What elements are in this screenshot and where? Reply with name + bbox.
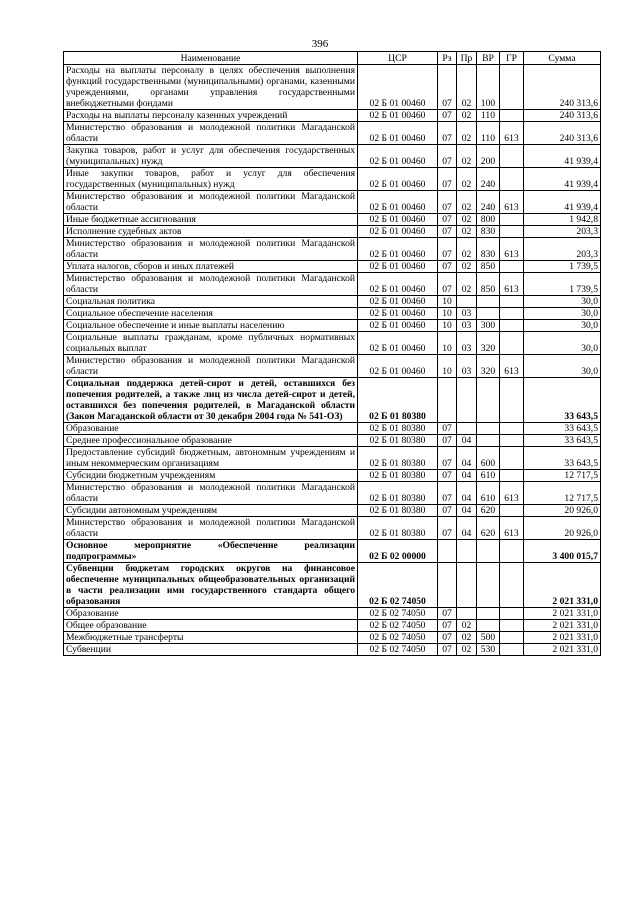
cell-gr: 613 bbox=[500, 273, 524, 296]
cell-sum: 240 313,6 bbox=[524, 65, 601, 110]
cell-sum: 33 643,5 bbox=[524, 435, 601, 447]
cell-name: Субвенции бюджетам городских округов на финансовое обеспечение муниципальных общеобразовательных организаций в части реализации ими государственного стандарта общего образования bbox=[64, 563, 358, 608]
cell-csr: 02 Б 01 00460 bbox=[358, 122, 438, 145]
table-header-row bbox=[64, 52, 601, 65]
cell-name: Исполнение судебных актов bbox=[64, 226, 358, 238]
cell-rz bbox=[438, 563, 457, 608]
cell-csr: 02 Б 01 00460 bbox=[358, 273, 438, 296]
cell-pr: 02 bbox=[457, 168, 477, 191]
cell-gr bbox=[500, 226, 524, 238]
table-row bbox=[64, 273, 601, 296]
cell-vr: 320 bbox=[477, 355, 500, 378]
cell-sum: 12 717,5 bbox=[524, 470, 601, 482]
cell-rz: 07 bbox=[438, 620, 457, 632]
cell-name: Министерство образования и молодежной политики Магаданской области bbox=[64, 517, 358, 540]
cell-csr: 02 Б 01 00460 bbox=[358, 145, 438, 168]
cell-rz: 07 bbox=[438, 122, 457, 145]
table-row bbox=[64, 168, 601, 191]
cell-sum: 12 717,5 bbox=[524, 482, 601, 505]
cell-csr: 02 Б 01 00460 bbox=[358, 261, 438, 273]
cell-pr bbox=[457, 378, 477, 423]
cell-gr bbox=[500, 110, 524, 122]
table-row bbox=[64, 632, 601, 644]
cell-pr: 02 bbox=[457, 110, 477, 122]
cell-rz: 07 bbox=[438, 482, 457, 505]
table-row bbox=[64, 332, 601, 355]
cell-csr: 02 Б 01 00460 bbox=[358, 308, 438, 320]
cell-sum: 3 400 015,7 bbox=[524, 540, 601, 563]
table-row bbox=[64, 517, 601, 540]
cell-vr bbox=[477, 423, 500, 435]
cell-pr: 03 bbox=[457, 320, 477, 332]
cell-csr: 02 Б 01 00460 bbox=[358, 355, 438, 378]
cell-sum: 2 021 331,0 bbox=[524, 644, 601, 656]
cell-vr: 240 bbox=[477, 168, 500, 191]
cell-vr: 610 bbox=[477, 470, 500, 482]
cell-sum: 1 739,5 bbox=[524, 261, 601, 273]
cell-pr: 04 bbox=[457, 470, 477, 482]
cell-rz: 07 bbox=[438, 65, 457, 110]
cell-csr: 02 Б 01 80380 bbox=[358, 423, 438, 435]
cell-gr bbox=[500, 505, 524, 517]
cell-vr: 800 bbox=[477, 214, 500, 226]
cell-csr: 02 Б 01 00460 bbox=[358, 320, 438, 332]
cell-gr bbox=[500, 296, 524, 308]
cell-pr: 04 bbox=[457, 505, 477, 517]
cell-vr: 850 bbox=[477, 273, 500, 296]
cell-rz: 07 bbox=[438, 191, 457, 214]
table-row bbox=[64, 482, 601, 505]
cell-pr: 04 bbox=[457, 482, 477, 505]
cell-name: Министерство образования и молодежной политики Магаданской области bbox=[64, 482, 358, 505]
table-row bbox=[64, 226, 601, 238]
cell-name: Среднее профессиональное образование bbox=[64, 435, 358, 447]
cell-pr bbox=[457, 423, 477, 435]
cell-sum: 30,0 bbox=[524, 355, 601, 378]
cell-pr bbox=[457, 608, 477, 620]
cell-rz: 07 bbox=[438, 168, 457, 191]
cell-sum: 2 021 331,0 bbox=[524, 620, 601, 632]
cell-name: Основное мероприятие «Обеспечение реализации подпрограммы» bbox=[64, 540, 358, 563]
cell-vr: 850 bbox=[477, 261, 500, 273]
cell-rz: 07 bbox=[438, 608, 457, 620]
table-row bbox=[64, 447, 601, 470]
cell-pr bbox=[457, 296, 477, 308]
cell-rz: 07 bbox=[438, 517, 457, 540]
cell-csr: 02 Б 01 00460 bbox=[358, 191, 438, 214]
cell-vr: 600 bbox=[477, 447, 500, 470]
cell-sum: 30,0 bbox=[524, 296, 601, 308]
cell-pr: 02 bbox=[457, 191, 477, 214]
cell-vr: 500 bbox=[477, 632, 500, 644]
cell-gr bbox=[500, 214, 524, 226]
cell-gr bbox=[500, 320, 524, 332]
cell-name: Субвенции bbox=[64, 644, 358, 656]
cell-csr: 02 Б 01 00460 bbox=[358, 168, 438, 191]
table-row bbox=[64, 608, 601, 620]
cell-name: Уплата налогов, сборов и иных платежей bbox=[64, 261, 358, 273]
cell-vr: 620 bbox=[477, 517, 500, 540]
cell-rz: 07 bbox=[438, 423, 457, 435]
cell-name: Субсидии автономным учреждениям bbox=[64, 505, 358, 517]
cell-name: Министерство образования и молодежной политики Магаданской области bbox=[64, 273, 358, 296]
budget-table bbox=[63, 51, 601, 656]
cell-name: Предоставление субсидий бюджетным, автономным учреждениям и иным некоммерческим организациям bbox=[64, 447, 358, 470]
cell-gr bbox=[500, 632, 524, 644]
cell-name: Расходы на выплаты персоналу в целях обеспечения выполнения функций государственными (муниципальными) органами, казенными учреждениями, органами управления государственными внебюджетными фондами bbox=[64, 65, 358, 110]
table-row bbox=[64, 355, 601, 378]
cell-pr: 04 bbox=[457, 447, 477, 470]
cell-sum: 33 643,5 bbox=[524, 447, 601, 470]
cell-sum: 203,3 bbox=[524, 238, 601, 261]
table-row bbox=[64, 505, 601, 517]
cell-rz: 07 bbox=[438, 632, 457, 644]
header-gr: ГР bbox=[500, 52, 524, 65]
cell-pr: 02 bbox=[457, 214, 477, 226]
cell-gr bbox=[500, 423, 524, 435]
cell-csr: 02 Б 01 00460 bbox=[358, 226, 438, 238]
table-row bbox=[64, 308, 601, 320]
cell-sum: 41 939,4 bbox=[524, 145, 601, 168]
cell-gr: 613 bbox=[500, 517, 524, 540]
cell-rz: 07 bbox=[438, 110, 457, 122]
table-row bbox=[64, 435, 601, 447]
cell-sum: 20 926,0 bbox=[524, 517, 601, 540]
cell-sum: 1 739,5 bbox=[524, 273, 601, 296]
cell-gr bbox=[500, 540, 524, 563]
cell-name: Межбюджетные трансферты bbox=[64, 632, 358, 644]
cell-vr bbox=[477, 378, 500, 423]
cell-rz: 10 bbox=[438, 308, 457, 320]
cell-pr: 02 bbox=[457, 145, 477, 168]
cell-sum: 2 021 331,0 bbox=[524, 563, 601, 608]
cell-sum: 1 942,8 bbox=[524, 214, 601, 226]
cell-pr: 02 bbox=[457, 122, 477, 145]
header-csr: ЦСР bbox=[358, 52, 438, 65]
cell-csr: 02 Б 02 74050 bbox=[358, 644, 438, 656]
cell-gr bbox=[500, 447, 524, 470]
cell-csr: 02 Б 02 74050 bbox=[358, 632, 438, 644]
cell-vr: 610 bbox=[477, 482, 500, 505]
cell-pr: 02 bbox=[457, 644, 477, 656]
table-row bbox=[64, 470, 601, 482]
cell-rz: 07 bbox=[438, 505, 457, 517]
cell-gr bbox=[500, 332, 524, 355]
cell-rz: 07 bbox=[438, 644, 457, 656]
cell-csr: 02 Б 02 74050 bbox=[358, 620, 438, 632]
cell-gr: 613 bbox=[500, 191, 524, 214]
cell-csr: 02 Б 01 80380 bbox=[358, 447, 438, 470]
table-row bbox=[64, 296, 601, 308]
table-row bbox=[64, 620, 601, 632]
cell-name: Социальные выплаты гражданам, кроме публичных нормативных социальных выплат bbox=[64, 332, 358, 355]
cell-csr: 02 Б 01 00460 bbox=[358, 238, 438, 261]
cell-vr bbox=[477, 540, 500, 563]
cell-rz: 07 bbox=[438, 214, 457, 226]
cell-name: Министерство образования и молодежной политики Магаданской области bbox=[64, 355, 358, 378]
page-number: 396 bbox=[311, 38, 329, 50]
cell-gr bbox=[500, 470, 524, 482]
cell-vr bbox=[477, 435, 500, 447]
table-row bbox=[64, 563, 601, 608]
cell-rz: 10 bbox=[438, 296, 457, 308]
cell-pr: 02 bbox=[457, 273, 477, 296]
cell-name: Субсидии бюджетным учреждениям bbox=[64, 470, 358, 482]
cell-gr: 613 bbox=[500, 238, 524, 261]
cell-pr: 04 bbox=[457, 517, 477, 540]
cell-sum: 30,0 bbox=[524, 308, 601, 320]
cell-name: Иные закупки товаров, работ и услуг для обеспечения государственных (муниципальных) нужд bbox=[64, 168, 358, 191]
cell-name: Общее образование bbox=[64, 620, 358, 632]
cell-vr: 240 bbox=[477, 191, 500, 214]
cell-pr: 02 bbox=[457, 261, 477, 273]
table-row bbox=[64, 191, 601, 214]
cell-name: Образование bbox=[64, 608, 358, 620]
cell-rz: 10 bbox=[438, 320, 457, 332]
cell-sum: 41 939,4 bbox=[524, 191, 601, 214]
cell-pr: 03 bbox=[457, 355, 477, 378]
cell-sum: 33 643,5 bbox=[524, 423, 601, 435]
cell-sum: 203,3 bbox=[524, 226, 601, 238]
cell-pr: 02 bbox=[457, 238, 477, 261]
cell-csr: 02 Б 01 00460 bbox=[358, 65, 438, 110]
cell-csr: 02 Б 01 00460 bbox=[358, 110, 438, 122]
cell-csr: 02 Б 01 00460 bbox=[358, 214, 438, 226]
cell-vr: 620 bbox=[477, 505, 500, 517]
cell-pr bbox=[457, 563, 477, 608]
table-row bbox=[64, 214, 601, 226]
table-row bbox=[64, 378, 601, 423]
cell-sum: 41 939,4 bbox=[524, 168, 601, 191]
cell-rz: 07 bbox=[438, 447, 457, 470]
cell-name: Социальное обеспечение и иные выплаты населению bbox=[64, 320, 358, 332]
table-row bbox=[64, 423, 601, 435]
cell-vr: 830 bbox=[477, 238, 500, 261]
cell-csr: 02 Б 01 80380 bbox=[358, 482, 438, 505]
cell-gr bbox=[500, 145, 524, 168]
cell-sum: 2 021 331,0 bbox=[524, 632, 601, 644]
table-row bbox=[64, 145, 601, 168]
cell-csr: 02 Б 01 80380 bbox=[358, 435, 438, 447]
cell-rz: 07 bbox=[438, 261, 457, 273]
cell-name: Закупка товаров, работ и услуг для обеспечения государственных (муниципальных) нужд bbox=[64, 145, 358, 168]
header-sum: Сумма bbox=[524, 52, 601, 65]
cell-csr: 02 Б 02 74050 bbox=[358, 608, 438, 620]
cell-gr bbox=[500, 65, 524, 110]
cell-sum: 33 643,5 bbox=[524, 378, 601, 423]
cell-name: Министерство образования и молодежной политики Магаданской области bbox=[64, 122, 358, 145]
cell-gr bbox=[500, 261, 524, 273]
cell-vr: 300 bbox=[477, 320, 500, 332]
cell-csr: 02 Б 01 80380 bbox=[358, 517, 438, 540]
cell-pr: 02 bbox=[457, 226, 477, 238]
cell-gr bbox=[500, 168, 524, 191]
cell-gr: 613 bbox=[500, 482, 524, 505]
cell-gr: 613 bbox=[500, 122, 524, 145]
header-vr: ВР bbox=[477, 52, 500, 65]
cell-name: Министерство образования и молодежной политики Магаданской области bbox=[64, 238, 358, 261]
cell-vr bbox=[477, 308, 500, 320]
cell-rz: 07 bbox=[438, 470, 457, 482]
cell-gr bbox=[500, 435, 524, 447]
table-row bbox=[64, 261, 601, 273]
table-row bbox=[64, 320, 601, 332]
cell-pr: 04 bbox=[457, 435, 477, 447]
table-row bbox=[64, 65, 601, 110]
cell-name: Социальная политика bbox=[64, 296, 358, 308]
cell-sum: 240 313,6 bbox=[524, 122, 601, 145]
cell-sum: 30,0 bbox=[524, 320, 601, 332]
cell-name: Иные бюджетные ассигнования bbox=[64, 214, 358, 226]
cell-rz bbox=[438, 540, 457, 563]
cell-csr: 02 Б 01 80380 bbox=[358, 378, 438, 423]
table-row bbox=[64, 122, 601, 145]
table-body bbox=[64, 65, 601, 656]
cell-gr bbox=[500, 620, 524, 632]
cell-gr: 613 bbox=[500, 355, 524, 378]
cell-vr: 200 bbox=[477, 145, 500, 168]
table-row bbox=[64, 540, 601, 563]
cell-sum: 30,0 bbox=[524, 332, 601, 355]
header-pr: Пр bbox=[457, 52, 477, 65]
header-rz: Рз bbox=[438, 52, 457, 65]
cell-csr: 02 Б 01 00460 bbox=[358, 296, 438, 308]
cell-pr: 02 bbox=[457, 65, 477, 110]
cell-csr: 02 Б 01 80380 bbox=[358, 470, 438, 482]
cell-name: Расходы на выплаты персоналу казенных учреждений bbox=[64, 110, 358, 122]
cell-name: Социальная поддержка детей-сирот и детей, оставшихся без попечения родителей, а также лиц из числа детей-сирот и детей, оставшихся без попечения родителей, в Магаданской области (Закон Магаданской области от 30 декабря 2004 года № 541-ОЗ) bbox=[64, 378, 358, 423]
cell-name: Образование bbox=[64, 423, 358, 435]
cell-gr bbox=[500, 308, 524, 320]
cell-gr bbox=[500, 644, 524, 656]
cell-name: Министерство образования и молодежной политики Магаданской области bbox=[64, 191, 358, 214]
cell-vr bbox=[477, 620, 500, 632]
cell-vr: 830 bbox=[477, 226, 500, 238]
cell-gr bbox=[500, 563, 524, 608]
header-name: Наименование bbox=[64, 52, 358, 65]
cell-sum: 2 021 331,0 bbox=[524, 608, 601, 620]
cell-vr bbox=[477, 563, 500, 608]
table-row bbox=[64, 238, 601, 261]
cell-rz: 07 bbox=[438, 273, 457, 296]
cell-pr: 02 bbox=[457, 620, 477, 632]
cell-gr bbox=[500, 378, 524, 423]
cell-rz: 07 bbox=[438, 238, 457, 261]
cell-rz: 10 bbox=[438, 332, 457, 355]
cell-rz bbox=[438, 378, 457, 423]
cell-vr bbox=[477, 296, 500, 308]
cell-pr bbox=[457, 540, 477, 563]
cell-pr: 03 bbox=[457, 332, 477, 355]
table-row bbox=[64, 644, 601, 656]
cell-vr: 100 bbox=[477, 65, 500, 110]
cell-vr: 110 bbox=[477, 110, 500, 122]
cell-vr bbox=[477, 608, 500, 620]
cell-csr: 02 Б 01 80380 bbox=[358, 505, 438, 517]
cell-sum: 20 926,0 bbox=[524, 505, 601, 517]
cell-rz: 07 bbox=[438, 145, 457, 168]
cell-vr: 530 bbox=[477, 644, 500, 656]
cell-csr: 02 Б 01 00460 bbox=[358, 332, 438, 355]
cell-sum: 240 313,6 bbox=[524, 110, 601, 122]
cell-rz: 07 bbox=[438, 435, 457, 447]
cell-csr: 02 Б 02 74050 bbox=[358, 563, 438, 608]
cell-vr: 320 bbox=[477, 332, 500, 355]
cell-csr: 02 Б 02 00000 bbox=[358, 540, 438, 563]
cell-pr: 03 bbox=[457, 308, 477, 320]
cell-rz: 10 bbox=[438, 355, 457, 378]
cell-vr: 110 bbox=[477, 122, 500, 145]
cell-rz: 07 bbox=[438, 226, 457, 238]
table-row bbox=[64, 110, 601, 122]
cell-pr: 02 bbox=[457, 632, 477, 644]
cell-name: Социальное обеспечение населения bbox=[64, 308, 358, 320]
cell-gr bbox=[500, 608, 524, 620]
